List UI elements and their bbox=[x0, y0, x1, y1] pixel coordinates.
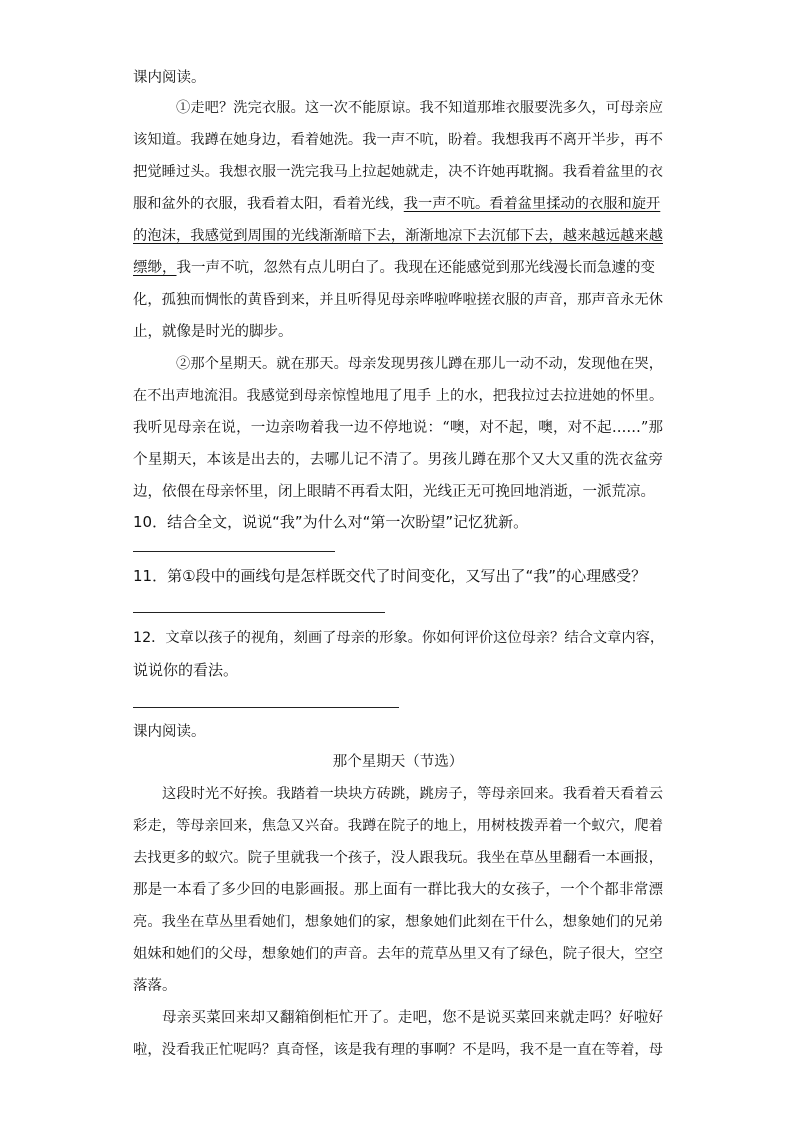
text-line bbox=[133, 194, 663, 214]
passage-title: 那个星期天（节选） bbox=[332, 754, 464, 770]
text-line: 在不出声地流泪。我感觉到母亲惊惶地甩了甩手 上的水，把我拉过去拉进她的怀里。 bbox=[133, 388, 663, 404]
answer-line-11[interactable] bbox=[133, 612, 385, 613]
section2-heading: 课内阅读。 bbox=[133, 724, 206, 740]
underlined-sentence: 的泡沫，我感觉到周围的光线渐渐暗下去，渐渐地凉下去沉郁下去，越来越远越来越 bbox=[133, 228, 663, 244]
text-segment: 我一声不吭，忽然有点儿明白了。我现在还能感觉到那光线漫长而急遽的变 bbox=[176, 260, 655, 276]
question-10: 10．结合全文，说说“我”为什么对“第一次盼望”记忆犹新。 bbox=[133, 513, 529, 531]
text-line: 亮。我坐在草丛里看她们，想象她们的家，想象她们此刻在干什么，想象她们的兄弟 bbox=[133, 914, 663, 930]
text-segment: 服和盆外的衣服，我看着太阳，看着光线， bbox=[133, 196, 404, 212]
text-line: 那是一本看了多少回的电影画报。那上面有一群比我大的女孩子，一个个都非常漂 bbox=[133, 882, 663, 898]
text-line: 这段时光不好挨。我踏着一块块方砖跳，跳房子，等母亲回来。我看着天看着云 bbox=[162, 786, 663, 802]
text-line: 个星期天，本该是出去的，去哪儿记不清了。男孩儿蹲在那个又大又重的洗衣盆旁 bbox=[133, 452, 663, 468]
text-line: 我听见母亲在说，一边亲吻着我一边不停地说：“噢，对不起，噢，对不起……”那 bbox=[133, 420, 663, 436]
text-line: 落落。 bbox=[133, 978, 177, 994]
question-12: 12．文章以孩子的视角，刻画了母亲的形象。你如何评价这位母亲？结合文章内容， bbox=[133, 630, 665, 646]
text-line bbox=[133, 258, 663, 278]
answer-line-10[interactable] bbox=[133, 551, 335, 552]
text-line: ①走吧？洗完衣服。这一次不能原谅。我不知道那堆衣服要洗多久，可母亲应 bbox=[176, 100, 663, 116]
text-line: 去找更多的蚁穴。院子里就我一个孩子，没人跟我玩。我坐在草丛里翻看一本画报， bbox=[133, 850, 663, 866]
text-line: 边，依偎在母亲怀里，闭上眼睛不再看太阳，光线正无可挽回地消逝，一派荒凉。 bbox=[133, 484, 655, 500]
text-line: 彩走，等母亲回来，焦急又兴奋。我蹲在院子的地上，用树枝拨弄着一个蚁穴，爬着 bbox=[133, 818, 663, 834]
underlined-sentence: 缥缈， bbox=[133, 260, 177, 276]
text-line: 姐妹和她们的父母，想象她们的声音。去年的荒草丛里又有了绿色，院子很大，空空 bbox=[133, 946, 663, 962]
text-line: 化，孤独而惆怅的黄昏到来，并且听得见母亲哗啦哗啦搓衣服的声音，那声音永无休 bbox=[133, 292, 663, 308]
text-line: 该知道。我蹲在她身边，看着她洗。我一声不吭，盼着。我想我再不离开半步，再不 bbox=[133, 132, 663, 148]
question-12-cont: 说说你的看法。 bbox=[133, 661, 239, 679]
underlined-sentence: 我一声不吭。看着盆里揉动的衣服和旋开 bbox=[403, 196, 661, 212]
question-11: 11．第①段中的画线句是怎样既交代了时间变化，又写出了“我”的心理感受？ bbox=[133, 567, 647, 585]
text-line: 啦，没看我正忙呢吗？真奇怪，该是我有理的事啊？不是吗，我不是一直在等着，母 bbox=[133, 1042, 663, 1058]
text-line: 把觉睡过头。我想衣服一洗完我马上拉起她就走，决不许她再耽搁。我看着盆里的衣 bbox=[133, 164, 663, 180]
text-line: 止，就像是时光的脚步。 bbox=[133, 324, 293, 340]
section1-heading: 课内阅读。 bbox=[133, 70, 206, 86]
text-line: ②那个星期天。就在那天。母亲发现男孩儿蹲在那儿一动不动，发现他在哭， bbox=[176, 356, 663, 372]
answer-line-12[interactable] bbox=[133, 707, 399, 708]
text-line: 母亲买菜回来却又翻箱倒柜忙开了。走吧，您不是说买菜回来就走吗？好啦好 bbox=[162, 1010, 663, 1026]
